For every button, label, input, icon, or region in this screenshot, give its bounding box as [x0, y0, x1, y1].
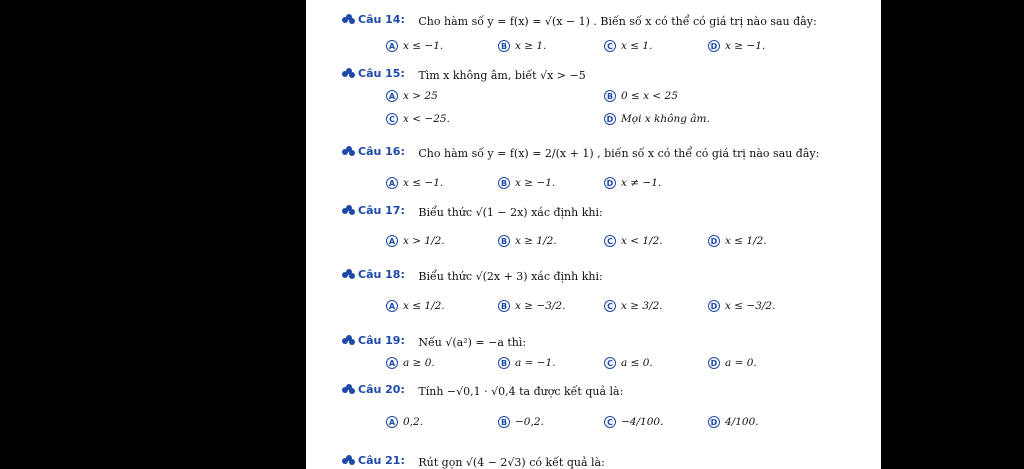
- option-letter: A: [386, 357, 398, 369]
- option-text: x ≥ −1.: [725, 40, 766, 52]
- option-a[interactable]: [386, 235, 445, 247]
- question-label: Câu 18:: [358, 268, 405, 281]
- option-letter: B: [498, 235, 510, 247]
- question-text: Nếu √(a²) = −a thì:: [418, 336, 527, 349]
- option-d[interactable]: [708, 235, 767, 247]
- question-label: Câu 17:: [358, 204, 405, 217]
- option-letter: B: [498, 300, 510, 312]
- question-text: Rút gọn √(4 − 2√3) có kết quả là:: [418, 456, 605, 469]
- option-text: x ≤ −1.: [403, 177, 444, 189]
- option-d[interactable]: [604, 113, 710, 125]
- option-letter: C: [604, 235, 616, 247]
- option-text: x ≥ −1.: [515, 177, 556, 189]
- option-c[interactable]: [604, 300, 663, 312]
- option-a[interactable]: [386, 177, 443, 189]
- option-letter: B: [498, 357, 510, 369]
- option-letter: D: [708, 235, 720, 247]
- question-text: Tìm x không âm, biết √x > −5: [418, 69, 586, 82]
- option-a[interactable]: [386, 357, 435, 369]
- clover-icon: [342, 384, 355, 395]
- question-label: Câu 20:: [358, 383, 405, 396]
- option-letter: D: [708, 416, 720, 428]
- option-letter: C: [604, 40, 616, 52]
- question-text: Tính −√0,1 · √0,4 ta được kết quả là:: [418, 385, 624, 398]
- option-b[interactable]: [604, 90, 678, 102]
- option-text: x < −25.: [403, 113, 450, 125]
- option-d[interactable]: [708, 300, 775, 312]
- question-15: [342, 67, 586, 82]
- option-d[interactable]: [708, 40, 765, 52]
- question-text: Biểu thức √(2x + 3) xác định khi:: [418, 270, 603, 283]
- option-text: x < 1/2.: [621, 235, 663, 247]
- question-text: Cho hàm số y = f(x) = 2/(x + 1) , biến số x có thể có giá trị nào sau đây:: [418, 147, 820, 160]
- option-c[interactable]: [604, 357, 653, 369]
- option-text: 0,2.: [403, 416, 424, 428]
- option-b[interactable]: [498, 177, 555, 189]
- option-letter: D: [604, 113, 616, 125]
- option-b[interactable]: [498, 300, 565, 312]
- question-label: Câu 14:: [358, 13, 405, 26]
- option-b[interactable]: [498, 357, 556, 369]
- option-letter: A: [386, 416, 398, 428]
- question-label: Câu 21:: [358, 454, 405, 467]
- option-letter: D: [708, 40, 720, 52]
- clover-icon: [342, 146, 355, 157]
- option-text: x ≤ −1.: [403, 40, 444, 52]
- clover-icon: [342, 68, 355, 79]
- option-letter: A: [386, 235, 398, 247]
- option-text: 4/100.: [725, 416, 759, 428]
- option-text: x ≤ 1/2.: [403, 300, 445, 312]
- option-a[interactable]: [386, 300, 445, 312]
- option-text: a = −1.: [515, 357, 556, 369]
- option-text: x ≤ −3/2.: [725, 300, 776, 312]
- document-page: [306, 0, 881, 469]
- option-d[interactable]: [708, 416, 759, 428]
- option-c[interactable]: [604, 235, 663, 247]
- question-20: [342, 383, 623, 398]
- option-b[interactable]: [498, 40, 546, 52]
- option-letter: D: [708, 300, 720, 312]
- option-text: x > 25: [403, 90, 438, 102]
- option-letter: B: [498, 177, 510, 189]
- option-text: x ≥ 3/2.: [621, 300, 663, 312]
- question-14: [342, 13, 817, 28]
- option-letter: A: [386, 177, 398, 189]
- option-d[interactable]: [708, 357, 757, 369]
- question-label: Câu 19:: [358, 334, 405, 347]
- option-text: −0,2.: [515, 416, 544, 428]
- option-d[interactable]: [604, 177, 661, 189]
- clover-icon: [342, 269, 355, 280]
- question-text: Biểu thức √(1 − 2x) xác định khi:: [418, 206, 603, 219]
- option-text: x > 1/2.: [403, 235, 445, 247]
- question-18: [342, 268, 603, 283]
- option-text: a = 0.: [725, 357, 757, 369]
- option-letter: A: [386, 40, 398, 52]
- clover-icon: [342, 455, 355, 466]
- option-c[interactable]: [604, 416, 663, 428]
- question-16: [342, 145, 819, 160]
- option-letter: D: [604, 177, 616, 189]
- option-letter: B: [498, 416, 510, 428]
- option-b[interactable]: [498, 416, 544, 428]
- clover-icon: [342, 14, 355, 25]
- option-letter: C: [604, 357, 616, 369]
- question-17: [342, 204, 603, 219]
- option-a[interactable]: [386, 416, 423, 428]
- option-text: x ≤ 1/2.: [725, 235, 767, 247]
- option-c[interactable]: [604, 40, 652, 52]
- option-text: 0 ≤ x < 25: [621, 90, 678, 102]
- option-letter: B: [498, 40, 510, 52]
- option-text: a ≤ 0.: [621, 357, 653, 369]
- option-text: a ≥ 0.: [403, 357, 435, 369]
- option-letter: D: [708, 357, 720, 369]
- option-b[interactable]: [498, 235, 557, 247]
- option-letter: A: [386, 300, 398, 312]
- option-text: x ≥ −3/2.: [515, 300, 566, 312]
- option-text: x ≥ 1.: [515, 40, 547, 52]
- option-text: x ≥ 1/2.: [515, 235, 557, 247]
- option-letter: A: [386, 90, 398, 102]
- option-a[interactable]: [386, 40, 443, 52]
- option-letter: C: [604, 300, 616, 312]
- clover-icon: [342, 205, 355, 216]
- question-text: Cho hàm số y = f(x) = √(x − 1) . Biến số x có thể có giá trị nào sau đây:: [418, 15, 817, 28]
- question-19: [342, 334, 526, 349]
- option-letter: C: [386, 113, 398, 125]
- option-letter: C: [604, 416, 616, 428]
- option-a[interactable]: [386, 90, 438, 102]
- option-letter: B: [604, 90, 616, 102]
- option-text: x ≠ −1.: [621, 177, 662, 189]
- option-text: x ≤ 1.: [621, 40, 653, 52]
- option-text: Mọi x không âm.: [621, 113, 710, 125]
- option-c[interactable]: [386, 113, 450, 125]
- clover-icon: [342, 335, 355, 346]
- question-21: [342, 454, 605, 469]
- option-text: −4/100.: [621, 416, 664, 428]
- question-label: Câu 16:: [358, 145, 405, 158]
- question-label: Câu 15:: [358, 67, 405, 80]
